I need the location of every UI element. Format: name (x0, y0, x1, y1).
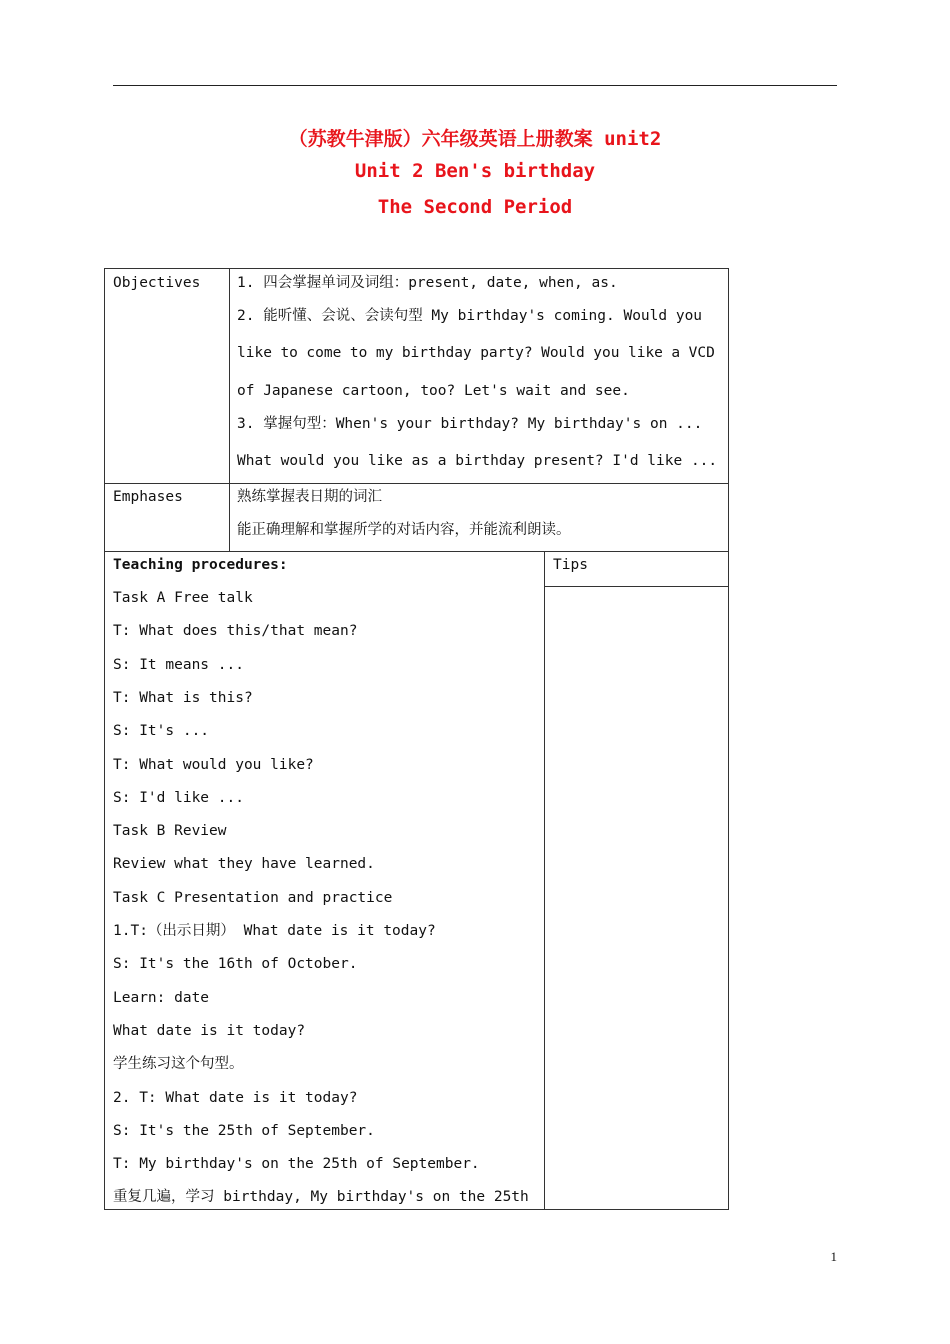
objective-word: like (237, 345, 272, 361)
procedure-line: Task C Presentation and practice (113, 890, 393, 906)
objective-word: a (671, 345, 681, 361)
objective-word: VCD (688, 345, 715, 361)
procedure-line: S: It means ... (113, 657, 244, 673)
procedures-label: Teaching procedures: (113, 557, 288, 573)
document-title: （苏教牛津版）六年级英语上册教案 unit2 (288, 128, 662, 150)
procedure-line: What date is it today? (113, 1023, 306, 1039)
procedure-line: 学生练习这个句型。 (113, 1056, 244, 1072)
period-title: The Second Period (377, 196, 573, 218)
procedures-cell (104, 551, 545, 1210)
procedure-line: 2. T: What date is it today? (113, 1090, 358, 1106)
objective-word: like (627, 345, 663, 361)
objective-word: my (375, 345, 394, 361)
objective-word: birthday (401, 345, 472, 361)
tips-content-cell (544, 586, 729, 1210)
objective-line (237, 344, 715, 362)
objective-word: to (280, 345, 298, 361)
emphases-label: Emphases (113, 489, 183, 505)
objective-word: Would (541, 345, 585, 361)
procedure-line: T: What would you like? (113, 757, 314, 773)
procedure-line: 重复几遍，学习 birthday, My birthday's on the 25th (113, 1189, 529, 1205)
objective-word: you (593, 345, 620, 361)
objective-line: What would you like as a birthday present? I'd like ... (237, 453, 718, 469)
procedure-line: T: What is this? (113, 690, 253, 706)
procedure-line: Learn: date (113, 990, 210, 1006)
emphasis-line: 能正确理解和掌握所学的对话内容，并能流利朗读。 (237, 522, 571, 538)
procedure-line: T: What does this/that mean? (113, 623, 358, 639)
procedure-line: S: I'd like ... (113, 790, 244, 806)
objective-word: come (306, 345, 342, 361)
objectives-label-cell (104, 268, 230, 484)
header-rule (113, 85, 837, 86)
procedure-line: Task B Review (113, 823, 227, 839)
procedure-line: T: My birthday's on the 25th of September. (113, 1156, 480, 1172)
emphasis-line: 熟练掌握表日期的词汇 (237, 489, 382, 505)
tips-label: Tips (553, 557, 588, 573)
objective-line: 2. 能听懂、会说、会读句型 My birthday's coming. Would you (237, 308, 703, 324)
procedure-line: S: It's the 25th of September. (113, 1123, 375, 1139)
objective-line: 1. 四会掌握单词及词组：present, date, when, as. (237, 275, 618, 291)
procedure-line: S: It's the 16th of October. (113, 956, 358, 972)
procedure-line: 1.T:（出示日期） What date is it today? (113, 923, 436, 939)
unit-title: Unit 2 Ben's birthday (354, 160, 596, 182)
objectives-label: Objectives (113, 275, 201, 291)
objective-word: to (349, 345, 368, 361)
objective-line: 3. 掌握句型：When's your birthday? My birthday's on ... (237, 416, 703, 432)
page-number: 1 (830, 1249, 837, 1264)
objective-word: party? (480, 345, 533, 361)
procedure-line: S: It's ... (113, 723, 210, 739)
procedure-line: Review what they have learned. (113, 856, 375, 872)
objective-line: of Japanese cartoon, too? Let's wait and see. (237, 383, 630, 399)
procedure-line: Task A Free talk (113, 590, 253, 606)
